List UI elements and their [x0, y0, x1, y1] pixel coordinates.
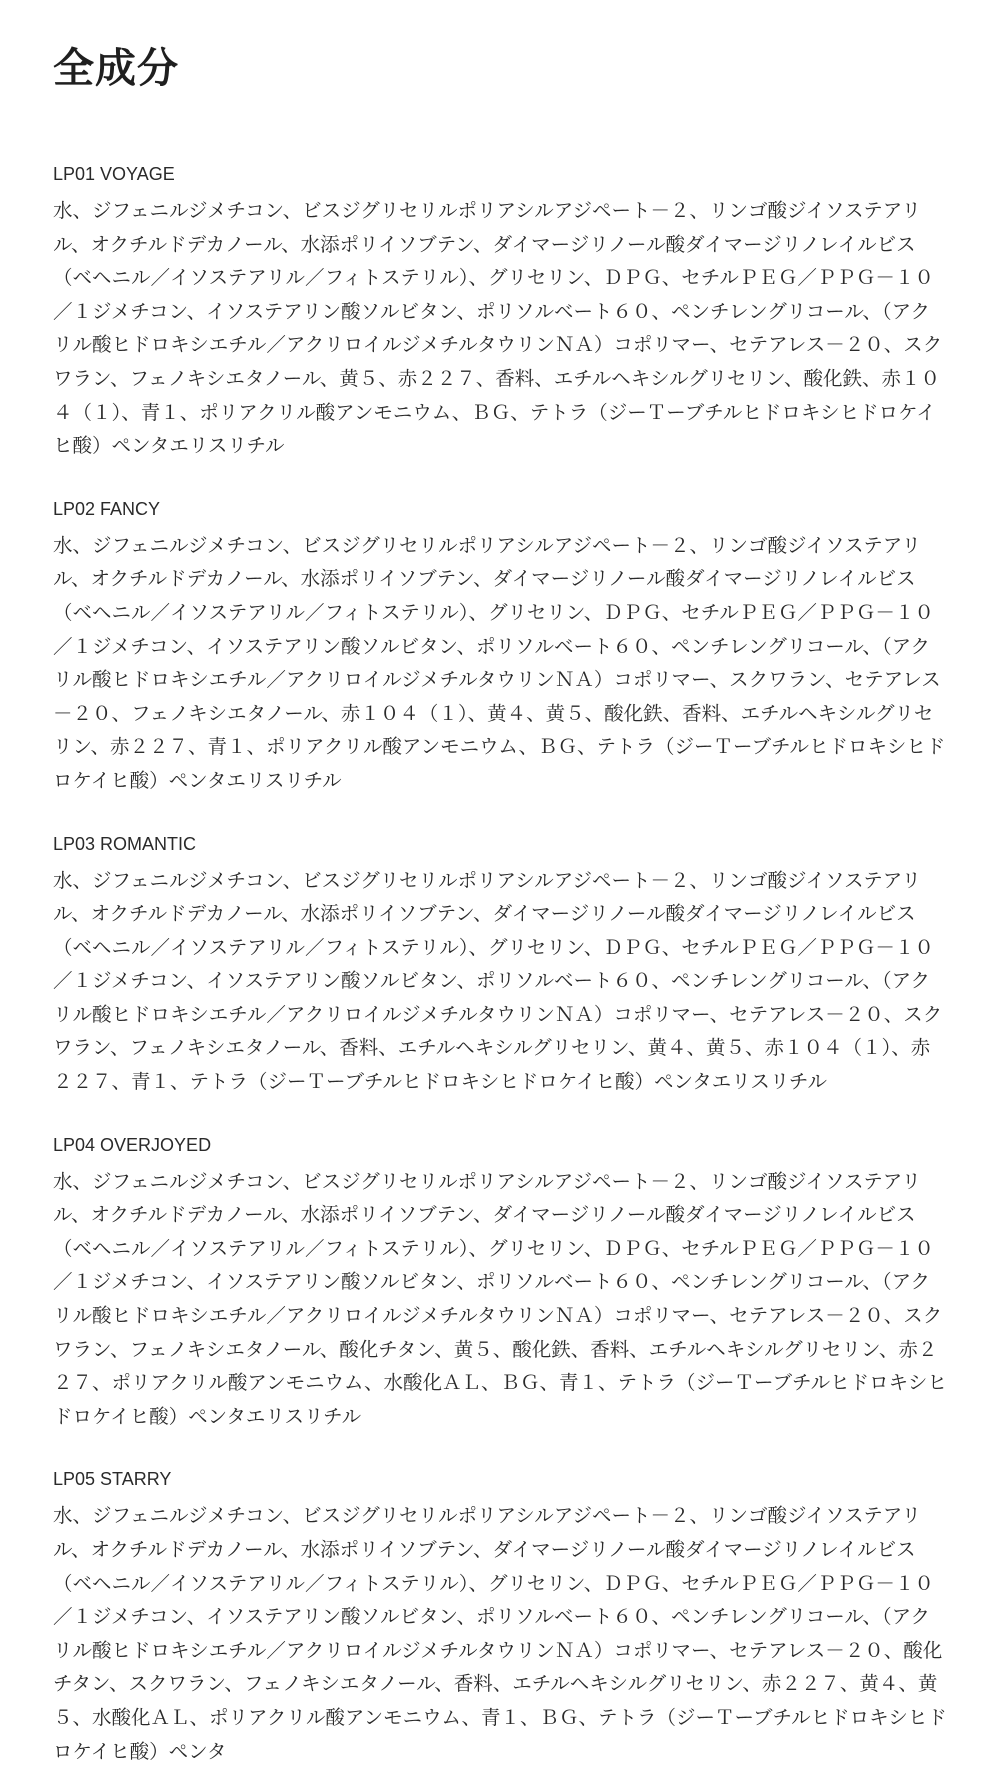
ingredient-list: 水、ジフェニルジメチコン、ビスジグリセリルポリアシルアジペート－２、リンゴ酸ジイソステアリル、オクチルドデカノール、水添ポリイソブテン、ダイマージリノール酸ダイマージリノレイルビス（ベヘニル／イソステアリル／フィトステリル）、グリセリン、ＤＰＧ、セチルＰＥＧ／ＰＰＧ－１０／１ジメチコン、イソステアリン酸ソルビタン、ポリソルベート６０、ペンチレングリコール、（アクリル酸ヒドロキシエチル／アクリロイルジメチルタウリンＮＡ）コポリマー、セテアレス－２０、スクワラン、フェノキシエタノール、香料、エチルヘキシルグリセリン、黄４、黄５、赤１０４（１）、赤２２７、青１、テトラ（ジーＴーブチルヒドロキシヒドロケイヒ酸）ペンタエリスリチル — [53, 868, 943, 1094]
ingredient-list: 水、ジフェニルジメチコン、ビスジグリセリルポリアシルアジペート－２、リンゴ酸ジイソステアリル、オクチルドデカノール、水添ポリイソブテン、ダイマージリノール酸ダイマージリノレイルビス（ベヘニル／イソステアリル／フィトステリル）、グリセリン、ＤＰＧ、セチルＰＥＧ／ＰＰＧ－１０／１ジメチコン、イソステアリン酸ソルビタン、ポリソルベート６０、ペンチレングリコール、（アクリル酸ヒドロキシエチル／アクリロイルジメチルタウリンＮＡ）コポリマー、セテアレス－２０、スクワラン、フェノキシエタノール、酸化チタン、黄５、酸化鉄、香料、エチルヘキシルグリセリン、赤２２７、ポリアクリル酸アンモニウム、水酸化ＡＬ、ＢＧ、青１、テトラ（ジーＴーブチルヒドロキシヒドロケイヒ酸）ペンタエリスリチル — [53, 1169, 947, 1428]
page-title: 全成分 — [53, 44, 179, 92]
ingredient-list: 水、ジフェニルジメチコン、ビスジグリセリルポリアシルアジペート－２、リンゴ酸ジイソステアリル、オクチルドデカノール、水添ポリイソブテン、ダイマージリノール酸ダイマージリノレイルビス（ベヘニル／イソステアリル／フィトステリル）、グリセリン、ＤＰＧ、セチルＰＥＧ／ＰＰＧ－１０／１ジメチコン、イソステアリン酸ソルビタン、ポリソルベート６０、ペンチレングリコール、（アクリル酸ヒドロキシエチル／アクリロイルジメチルタウリンＮＡ）コポリマー、スクワラン、セテアレス－２０、フェノキシエタノール、赤１０４（１）、黄４、黄５、酸化鉄、香料、エチルヘキシルグリセリン、赤２２７、青１、ポリアクリル酸アンモニウム、ＢＧ、テトラ（ジーＴーブチルヒドロキシヒドロケイヒ酸）ペンタエリスリチル — [53, 533, 946, 792]
product-name: LP02 FANCY — [53, 498, 161, 519]
product-section-lp03 — [53, 832, 947, 1099]
ingredient-list: 水、ジフェニルジメチコン、ビスジグリセリルポリアシルアジペート－２、リンゴ酸ジイソステアリル、オクチルドデカノール、水添ポリイソブテン、ダイマージリノール酸ダイマージリノレイルビス（ベヘニル／イソステアリル／フィトステリル）、グリセリン、ＤＰＧ、セチルＰＥＧ／ＰＰＧ－１０／１ジメチコン、イソステアリン酸ソルビタン、ポリソルベート６０、ペンチレングリコール、（アクリル酸ヒドロキシエチル／アクリロイルジメチルタウリンＮＡ）コポリマー、セテアレス－２０、スクワラン、フェノキシエタノール、黄５、赤２２７、香料、エチルヘキシルグリセリン、酸化鉄、赤１０４（１）、青１、ポリアクリル酸アンモニウム、ＢＧ、テトラ（ジーＴーブチルヒドロキシヒドロケイヒ酸）ペンタエリスリチル — [53, 199, 943, 458]
ingredient-list: 水、ジフェニルジメチコン、ビスジグリセリルポリアシルアジペート－２、リンゴ酸ジイソステアリル、オクチルドデカノール、水添ポリイソブテン、ダイマージリノール酸ダイマージリノレイルビス（ベヘニル／イソステアリル／フィトステリル）、グリセリン、ＤＰＧ、セチルＰＥＧ／ＰＰＧ－１０／１ジメチコン、イソステアリン酸ソルビタン、ポリソルベート６０、ペンチレングリコール、（アクリル酸ヒドロキシエチル／アクリロイルジメチルタウリンＮＡ）コポリマー、セテアレス－２０、酸化チタン、スクワラン、フェノキシエタノール、香料、エチルヘキシルグリセリン、赤２２７、黄４、黄５、水酸化ＡＬ、ポリアクリル酸アンモニウム、青１、ＢＧ、テトラ（ジーＴーブチルヒドロキシヒドロケイヒ酸）ペンタ — [53, 1504, 947, 1763]
product-section-lp01 — [53, 162, 947, 463]
product-section-lp02 — [53, 497, 947, 798]
product-name: LP01 VOYAGE — [53, 164, 175, 184]
product-name: LP05 STARRY — [53, 1469, 172, 1490]
product-section-lp04 — [53, 1133, 947, 1434]
product-name: LP04 OVERJOYED — [53, 1134, 212, 1155]
product-name: LP03 ROMANTIC — [53, 833, 197, 854]
product-section-lp05 — [53, 1467, 947, 1768]
